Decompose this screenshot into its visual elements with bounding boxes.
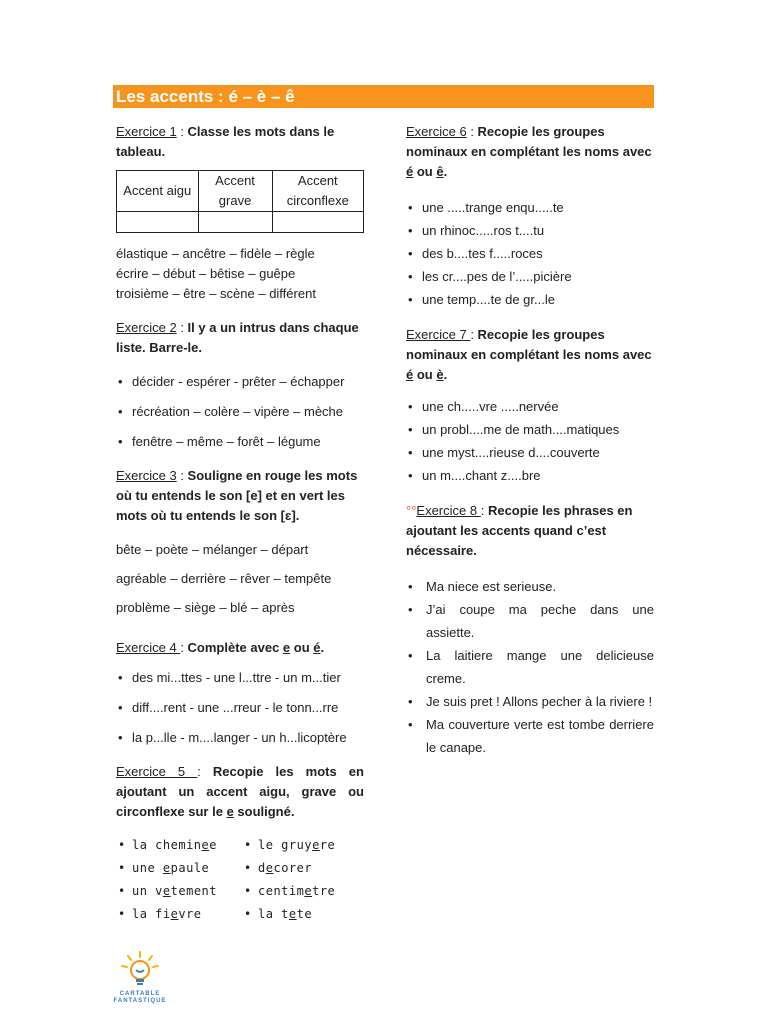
page-title: Les accents : é – è – ê: [113, 85, 654, 108]
table-header-circonflexe: Accent circonflexe: [272, 171, 363, 212]
underlined-letter: é: [313, 640, 321, 655]
word-line: agréable – derrière – rêver – tempête: [116, 571, 332, 586]
exercise-1-heading: [116, 122, 364, 162]
word-line: troisième – être – scène – différent: [116, 286, 316, 301]
list-item: • le gruyere: [242, 834, 335, 857]
instruction-text: Recopie les mots en ajoutant un accent aigu, grave ou circonflexe sur le: [116, 764, 364, 819]
list-item: • la cheminee: [116, 834, 242, 857]
exercise-2-instruction: Il y a un intrus dans chaque liste. Barre-le.: [116, 320, 359, 355]
instruction-text: ou: [290, 640, 314, 655]
list-item: • un probl....me de math....matiques: [406, 418, 654, 441]
separator: :: [466, 124, 478, 139]
list-item: • diff....rent - une ...rreur - le tonn...rre: [116, 698, 364, 718]
list-item: • décider - espérer - prêter – échapper: [116, 372, 364, 392]
list-item: • La laitiere mange une delicieuse creme.: [406, 644, 654, 690]
exercise-8-heading: [406, 501, 654, 561]
word-line: élastique – ancêtre – fidèle – règle: [116, 246, 315, 261]
list-item: • la fievre: [116, 903, 242, 926]
exercise-6-list: [406, 196, 654, 311]
accent-table: [116, 170, 364, 233]
instruction-text: souligné.: [233, 804, 295, 819]
underlined-letter: e: [226, 804, 234, 819]
exercise-4-label: Exercice 4: [116, 640, 181, 655]
list-item: • decorer: [242, 857, 335, 880]
instruction-text: Recopie les groupes nominaux en complétant les noms avec: [406, 124, 652, 159]
instruction-text: Complète avec: [187, 640, 283, 655]
list-item: • Ma niece est serieuse.: [406, 575, 654, 598]
exercise-4-list: [116, 668, 364, 748]
list-item: • un rhinoc.....ros t....tu: [406, 219, 654, 242]
instruction-text: ou: [413, 367, 437, 382]
exercise-1-instruction: Classe les mots dans le tableau.: [116, 124, 335, 159]
exercise-6-heading: [406, 122, 654, 182]
underlined-letter: e: [282, 640, 291, 655]
exercise-8-label: Exercice 8: [416, 503, 481, 518]
list-item: • une myst....rieuse d....couverte: [406, 441, 654, 464]
exercise-7-label: Exercice 7: [406, 327, 471, 342]
exercise-3-word-list: [116, 540, 364, 618]
exercise-8-list: [406, 575, 654, 759]
exercise-5-label: Exercice 5: [116, 764, 198, 779]
exercise-7-list: [406, 395, 654, 487]
list-item: • fenêtre – même – forêt – légume: [116, 432, 364, 452]
word-line: écrire – début – bêtise – guêpe: [116, 266, 296, 281]
list-item: • une epaule: [116, 857, 242, 880]
table-cell-grave[interactable]: [198, 212, 272, 233]
list-item: • une ch.....vre .....nervée: [406, 395, 654, 418]
underlined-letter: é: [406, 164, 414, 179]
table-cell-circonflexe[interactable]: [272, 212, 363, 233]
cartable-fantastique-logo: [112, 950, 168, 1010]
list-item: • la tete: [242, 903, 335, 926]
list-item: • Je suis pret ! Allons pecher à la riviere !: [406, 690, 654, 713]
exercise-2-heading: [116, 318, 364, 358]
instruction-text: .: [443, 164, 448, 179]
difficulty-stars: °°: [406, 503, 417, 518]
separator: :: [470, 327, 478, 342]
logo-text-line-1: CARTABLE: [119, 991, 161, 997]
separator: :: [176, 320, 188, 335]
separator: :: [180, 640, 188, 655]
exercise-5-word-columns: [116, 834, 364, 926]
instruction-text: ou: [413, 164, 437, 179]
list-item: • la p...lle - m....langer - un h...licoptère: [116, 728, 364, 748]
table-header-aigu: Accent aigu: [117, 171, 199, 212]
exercise-2-label: Exercice 2: [116, 320, 177, 335]
exercise-4-heading: [116, 638, 364, 658]
instruction-text: .: [320, 640, 325, 655]
list-item: • des b....tes f.....roces: [406, 242, 654, 265]
exercise-2-list: [116, 372, 364, 452]
exercise-3-instruction: Souligne en rouge les mots où tu entends le son [e] et en vert les mots où tu entends le son [ɛ].: [116, 468, 358, 523]
underlined-letter: é: [406, 367, 414, 382]
table-cell-aigu[interactable]: [117, 212, 199, 233]
list-item: • des mi...ttes - une l...ttre - un m...tier: [116, 668, 364, 688]
list-item: • une .....trange enqu.....te: [406, 196, 654, 219]
exercise-7-heading: [406, 325, 654, 385]
exercise-5-column-1: [116, 834, 242, 926]
exercise-8-instruction: Recopie les phrases en ajoutant les accents quand c’est nécessaire.: [406, 503, 633, 558]
separator: :: [176, 468, 188, 483]
separator: :: [197, 764, 213, 779]
separator: :: [480, 503, 488, 518]
exercise-3-label: Exercice 3: [116, 468, 177, 483]
underlined-letter: ê: [436, 164, 444, 179]
table-header-grave: Accent grave: [198, 171, 272, 212]
list-item: • une temp....te de gr...le: [406, 288, 654, 311]
left-column: [116, 122, 364, 926]
exercise-1-label: Exercice 1: [116, 124, 177, 139]
list-item: • récréation – colère – vipère – mèche: [116, 402, 364, 422]
lightbulb-icon: [112, 950, 168, 988]
list-item: • un vetement: [116, 880, 242, 903]
exercise-5-column-2: [242, 834, 335, 926]
list-item: • centimetre: [242, 880, 335, 903]
list-item: • J’ai coupe ma peche dans une assiette.: [406, 598, 654, 644]
logo-text-line-2: FANTASTIQUE: [113, 998, 167, 1004]
underlined-letter: è: [436, 367, 444, 382]
list-item: • un m....chant z....bre: [406, 464, 654, 487]
separator: :: [176, 124, 188, 139]
list-item: • les cr....pes de l’.....picière: [406, 265, 654, 288]
list-item: • Ma couverture verte est tombe derriere le canape.: [406, 713, 654, 759]
exercise-3-heading: [116, 466, 364, 526]
right-column: [406, 122, 654, 759]
exercise-6-label: Exercice 6: [406, 124, 467, 139]
instruction-text: Recopie les groupes nominaux en complétant les noms avec: [406, 327, 652, 362]
instruction-text: .: [443, 367, 448, 382]
exercise-1-word-list: [116, 244, 364, 304]
word-line: problème – siège – blé – après: [116, 600, 295, 615]
exercise-5-heading: [116, 762, 364, 822]
word-line: bête – poète – mélanger – départ: [116, 542, 309, 557]
exercise-4-instruction: [188, 640, 325, 655]
